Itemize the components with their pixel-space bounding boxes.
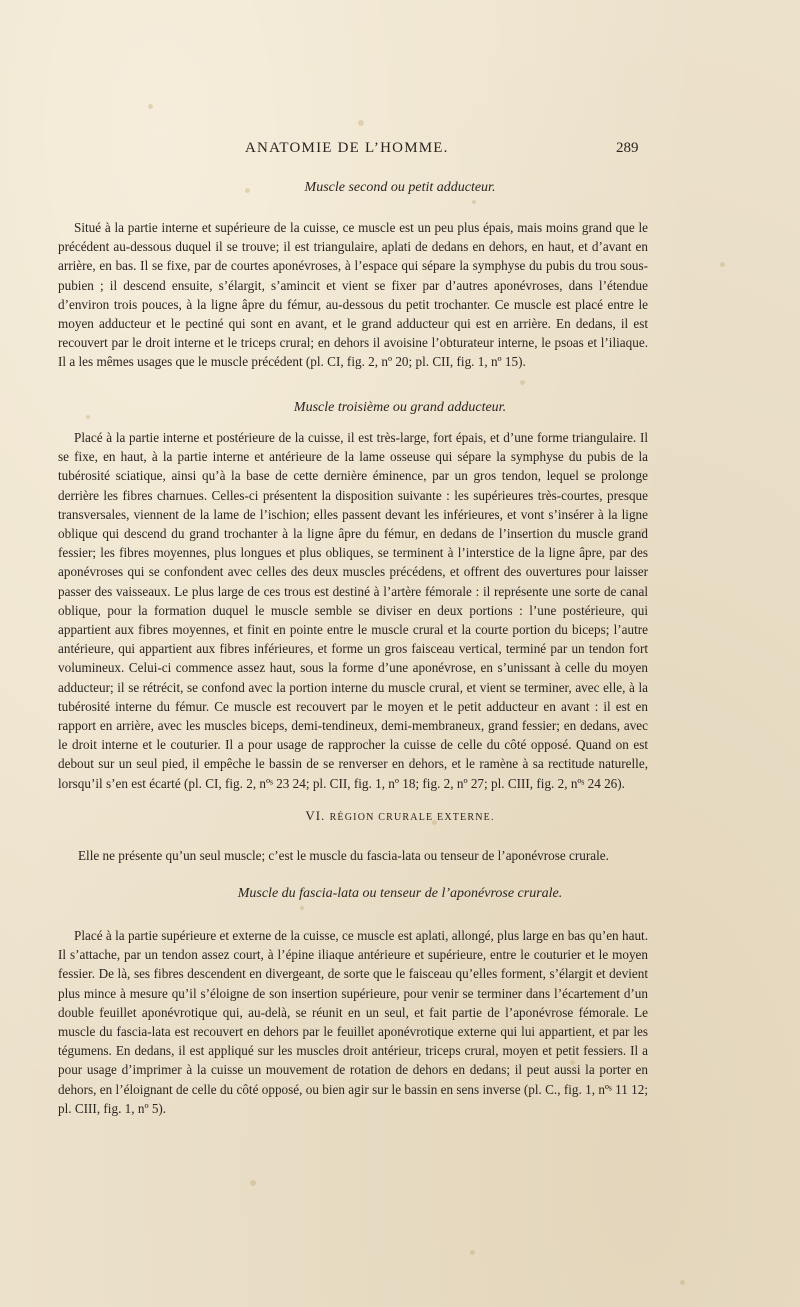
region-heading bbox=[0, 808, 800, 824]
running-title: ANATOMIE DE L’HOMME. bbox=[245, 140, 449, 156]
section-heading-grand-adducteur: Muscle troisième ou grand adducteur. bbox=[293, 400, 507, 415]
foxing-spot bbox=[720, 262, 725, 267]
paragraph-grand-adducteur: Placé à la partie interne et postérieure de la cuisse, il est très-large, fort épais, et d’une forme triangulaire. Il se fixe, en haut, à la partie interne et antérieure de la lame osseuse qui sépare la symphyse du pubis de la tubérosité sciatique, ainsi qu’à la base de cette dernière éminence, par un gros tendon, lequel se prolonge derrière les fibres charnues. Celles-ci présentent la disposition suivante : les supérieures très-courtes, presque transversales, viennent de la lame de l’ischion; elles passent devant les inférieures, et vont s’insérer à la ligne oblique qui descend du grand trochanter à la ligne âpre du fémur, en dedans de l’insertion du muscle grand fessier; les fibres moyennes, plus longues et plus obliques, se terminent à l’interstice de la ligne âpre, par des aponévroses qui se confondent avec celles des deux muscles précédens, et offrent des ouvertures pour laisser passer des vaisseaux. Le plus large de ces trous est destiné à l’artère fémorale : il représente une sorte de canal oblique, pour la formation duquel le muscle semble se diviser en deux portions : l’une postérieure, qui appartient aux fibres moyennes, et finit en pointe entre le muscle crural et la courte portion du biceps; l’autre antérieure, qui appartient aux fibres inférieures, et forme un gros faisceau vertical, terminé par un tendon fort volumineux. Celui-ci commence assez haut, sous la forme d’une aponévrose, en s’unissant à celle du moyen adducteur; il se rétrécit, se confond avec la portion interne du muscle crural, et vient se terminer, avec elle, à la tubérosité interne du fémur. Ce muscle est recouvert par le moyen et le petit adducteur en avant : il est en rapport en arrière, avec les muscles biceps, demi-tendineux, demi-membraneux, grand fessier; en dedans, avec le droit interne et le couturier. Il a pour usage de rapprocher la cuisse de celle du côté opposé. Quand on est debout sur un seul pied, il empêche le bassin de se renverser en dehors, et le ramène à sa rectitude naturelle, lorsqu’il s’en est écarté (pl. CI, fig. 2, nºˢ 23 24; pl. CII, fig. 1, nº 18; fig. 2, nº 27; pl. CIII, fig. 2, nºˢ 24 26). bbox=[58, 430, 648, 791]
page-number: 289 bbox=[616, 140, 639, 156]
foxing-spot bbox=[250, 1180, 256, 1186]
foxing-spot bbox=[358, 120, 364, 126]
foxing-spot bbox=[148, 104, 153, 109]
foxing-spot bbox=[300, 906, 304, 910]
foxing-spot bbox=[520, 380, 525, 385]
foxing-spot bbox=[472, 200, 476, 204]
foxing-spot bbox=[680, 1280, 685, 1285]
paragraph-petit-adducteur: Situé à la partie interne et supérieure de la cuisse, ce muscle est un peu plus épais, mais moins grand que le précédent au-dessous duquel il se trouve; il est triangulaire, aplati de dedans en dehors, en haut, et d’avant en arrière, en bas. Il se fixe, par de courtes aponévroses, à l’espace qui sépare la symphyse du pubis du trou sous-pubien ; il descend ensuite, s’élargit, s’amincit et vient se fixer par d’autres aponévroses, dans l’étendue d’environ trois pouces, à la ligne âpre du fémur, au-dessous du petit trochanter. Ce muscle est placé entre le moyen adducteur et le pectiné qui sont en avant, et le grand adducteur qui est en arrière. En dedans, il est recouvert par le droit interne et le triceps crural; en dehors il avoisine l’obturateur interne, le psoas et l’iliaque. Il a les mêmes usages que le muscle précédent (pl. CI, fig. 2, nº 20; pl. CII, fig. 1, nº 15). bbox=[58, 220, 648, 370]
foxing-spot bbox=[470, 1250, 475, 1255]
running-header bbox=[0, 140, 800, 162]
section-heading-fascia-lata: Muscle du fascia-lata ou tenseur de l’aponévrose crurale. bbox=[237, 886, 563, 901]
region-title: RÉGION CRURALE EXTERNE. bbox=[329, 812, 495, 823]
region-intro: Elle ne présente qu’un seul muscle; c’est le muscle du fascia-lata ou tenseur de l’aponévrose crurale. bbox=[78, 848, 609, 863]
section-heading-petit-adducteur: Muscle second ou petit adducteur. bbox=[304, 180, 496, 195]
region-number: VI. bbox=[305, 808, 326, 823]
paragraph-fascia-lata: Placé à la partie supérieure et externe de la cuisse, ce muscle est aplati, allongé, plus large en bas qu’en haut. Il s’attache, par un tendon assez court, à l’épine iliaque antérieure et supérieure, entre le couturier et le moyen fessier. De là, ses fibres descendent en divergeant, de sorte que le faisceau qu’elles forment, s’élargit et devient plus mince à mesure qu’il s’éloigne de son insertion supérieure, pour venir se terminer dans l’écartement d’un double feuillet aponévrotique qui, au-delà, se réunit en un seul, et fait partie de l’aponévrose fémorale. Le muscle du fascia-lata est recouvert en dehors par le feuillet aponévrotique externe qui lui appartient, et par les tégumens. En dedans, il est appliqué sur les muscles droit antérieur, triceps crural, moyen et petit fessiers. Il a pour usage d’imprimer à la cuisse un mouvement de rotation de dehors en dedans; il peut aussi la porter en dehors, en l’éloignant de celle du côté opposé, ou bien agir sur le bassin en sens inverse (pl. C., fig. 1, nºˢ 11 12; pl. CIII, fig. 1, nº 5). bbox=[58, 928, 648, 1116]
